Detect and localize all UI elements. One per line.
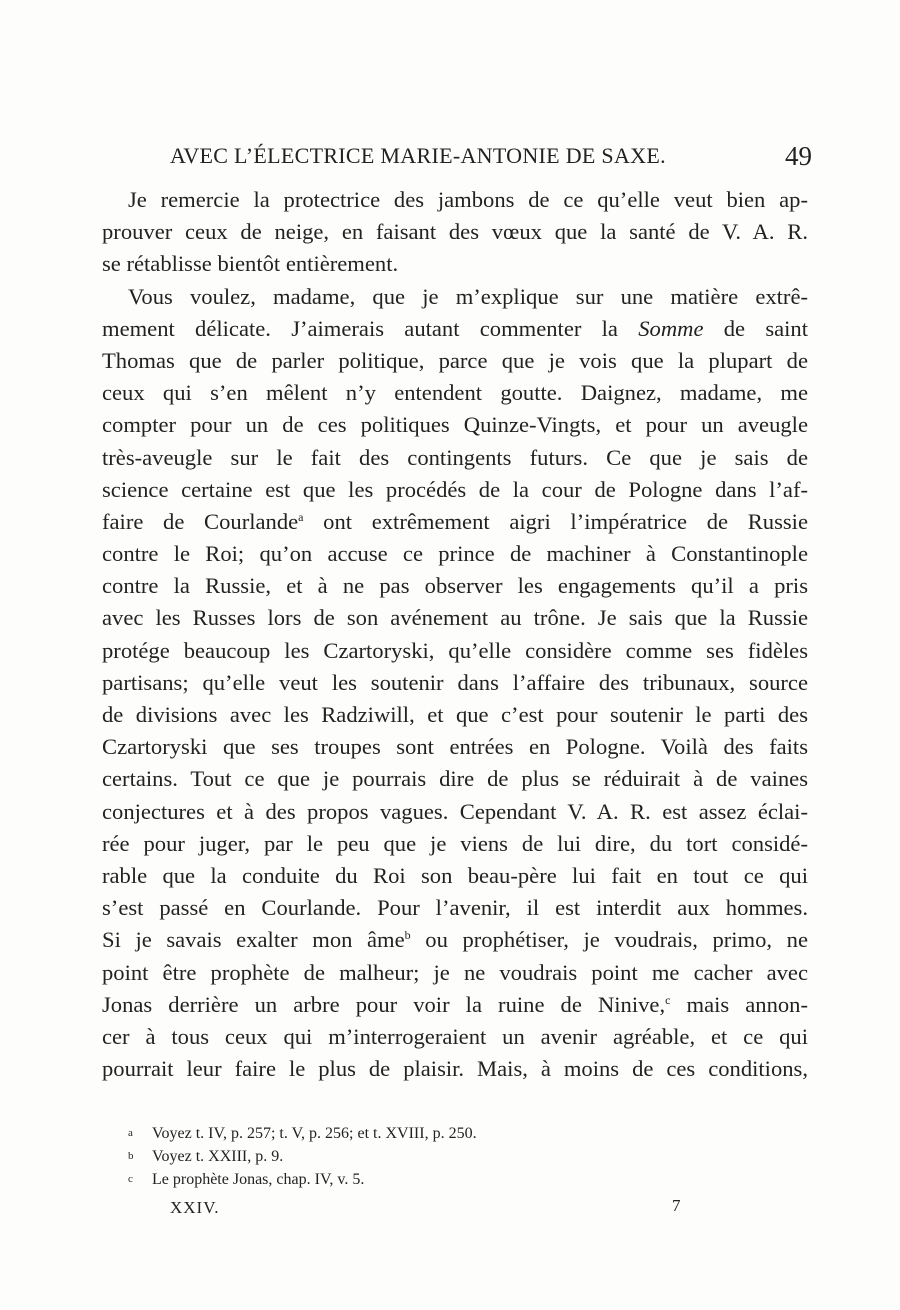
text-line: point être prophète de malheur; je ne voudrais point me cacher avec — [102, 959, 808, 985]
text-line: certains. Tout ce que je pourrais dire de plus se réduirait à de vaines — [102, 766, 808, 792]
text-line: avec les Russes lors de son avénement au trône. Je sais que la Russie — [102, 605, 808, 631]
text-line: partisans; qu’elle veut les soutenir dans l’affaire des tribunaux, source — [102, 669, 808, 695]
footnote-c — [128, 1168, 728, 1191]
text-line: Czartoryski que ses troupes sont entrées en Pologne. Voilà des faits — [102, 734, 808, 760]
text-line: science certaine est que les procédés de la cour de Pologne dans l’af- — [102, 476, 808, 502]
text-line: Thomas que de parler politique, parce que je vois que la plupart de — [102, 347, 808, 373]
footnotes — [128, 1122, 728, 1191]
footnote-b — [128, 1145, 728, 1168]
footnote-marker: c — [128, 1173, 133, 1185]
footnote-marker: b — [128, 1150, 134, 1162]
text-line: Si je savais exalter mon âme$^b$ ou prophétiser, je voudrais, primo, ne — [102, 927, 808, 953]
text-line: se rétablisse bientôt entièrement. — [102, 251, 399, 277]
text-line: pourrait leur faire le plus de plaisir. Mais, à moins de ces conditions, — [102, 1056, 808, 1082]
text-line: ceux qui s’en mêlent n’y entendent goutte. Daignez, madame, me — [102, 380, 808, 406]
text-line: très-aveugle sur le fait des contingents futurs. Ce que je sais de — [102, 444, 808, 470]
italic-title: Somme — [638, 315, 704, 341]
running-title: AVEC L’ÉLECTRICE MARIE-ANTONIE DE SAXE. — [170, 143, 666, 168]
page-number: 49 — [785, 141, 812, 171]
text-line: faire de Courlande$^a$ ont extrêmement aigri l’impératrice de Russie — [102, 508, 808, 534]
footnote-marker: a — [128, 1127, 133, 1139]
footnote-text: Voyez t. IV, p. 257; t. V, p. 256; et t. XVIII, p. 250. — [152, 1125, 477, 1142]
text-line: contre la Russie, et à ne pas observer les engagements qu’il a pris — [102, 573, 808, 599]
text-line: compter pour un de ces politiques Quinze-Vingts, et pour un aveugle — [102, 412, 808, 438]
footnote-text: Le prophète Jonas, chap. IV, v. 5. — [152, 1171, 365, 1188]
text-line: cer à tous ceux qui m’interrogeraient un avenir agréable, et ce qui — [102, 1023, 808, 1049]
text-line: prouver ceux de neige, en faisant des vœux que la santé de V. A. R. — [102, 219, 808, 245]
letter-body — [102, 184, 808, 1085]
text-line: rable que la conduite du Roi son beau-père lui fait en tout ce qui — [102, 862, 808, 888]
text-line: mement délicate. J’aimerais autant commenter la Somme de saint — [102, 315, 809, 341]
footnote-a — [128, 1122, 728, 1145]
footnote-ref-a: a — [298, 509, 304, 524]
footnote-ref-b: b — [404, 928, 411, 943]
text-line: Jonas derrière un arbre pour voir la ruine de Ninive,$^c$ mais annon- — [102, 991, 808, 1017]
text-line: protége beaucoup les Czartoryski, qu’elle considère comme ses fidèles — [102, 637, 808, 663]
text-line: conjectures et à des propos vagues. Cependant V. A. R. est assez éclai- — [102, 798, 808, 824]
signature-mark: XXIV. — [170, 1198, 220, 1217]
footnote-ref-c: c — [665, 992, 671, 1007]
footnote-text: Voyez t. XXIII, p. 9. — [152, 1148, 284, 1165]
text-line: Je remercie la protectrice des jambons de ce qu’elle veut bien ap- — [128, 187, 808, 212]
sheet-number: 7 — [672, 1196, 681, 1215]
text-line: contre le Roi; qu’on accuse ce prince de machiner à Constantinople — [102, 541, 808, 567]
text-line: de divisions avec les Radziwill, et que c’est pour soutenir le parti des — [102, 702, 808, 727]
text-line: rée pour juger, par le peu que je viens de lui dire, du tort considé- — [102, 830, 808, 856]
running-head — [170, 138, 812, 174]
text-line: s’est passé en Courlande. Pour l’avenir, il est interdit aux hommes. — [102, 895, 808, 921]
text-line: Vous voulez, madame, que je m’explique sur une matière extrê- — [128, 283, 808, 309]
